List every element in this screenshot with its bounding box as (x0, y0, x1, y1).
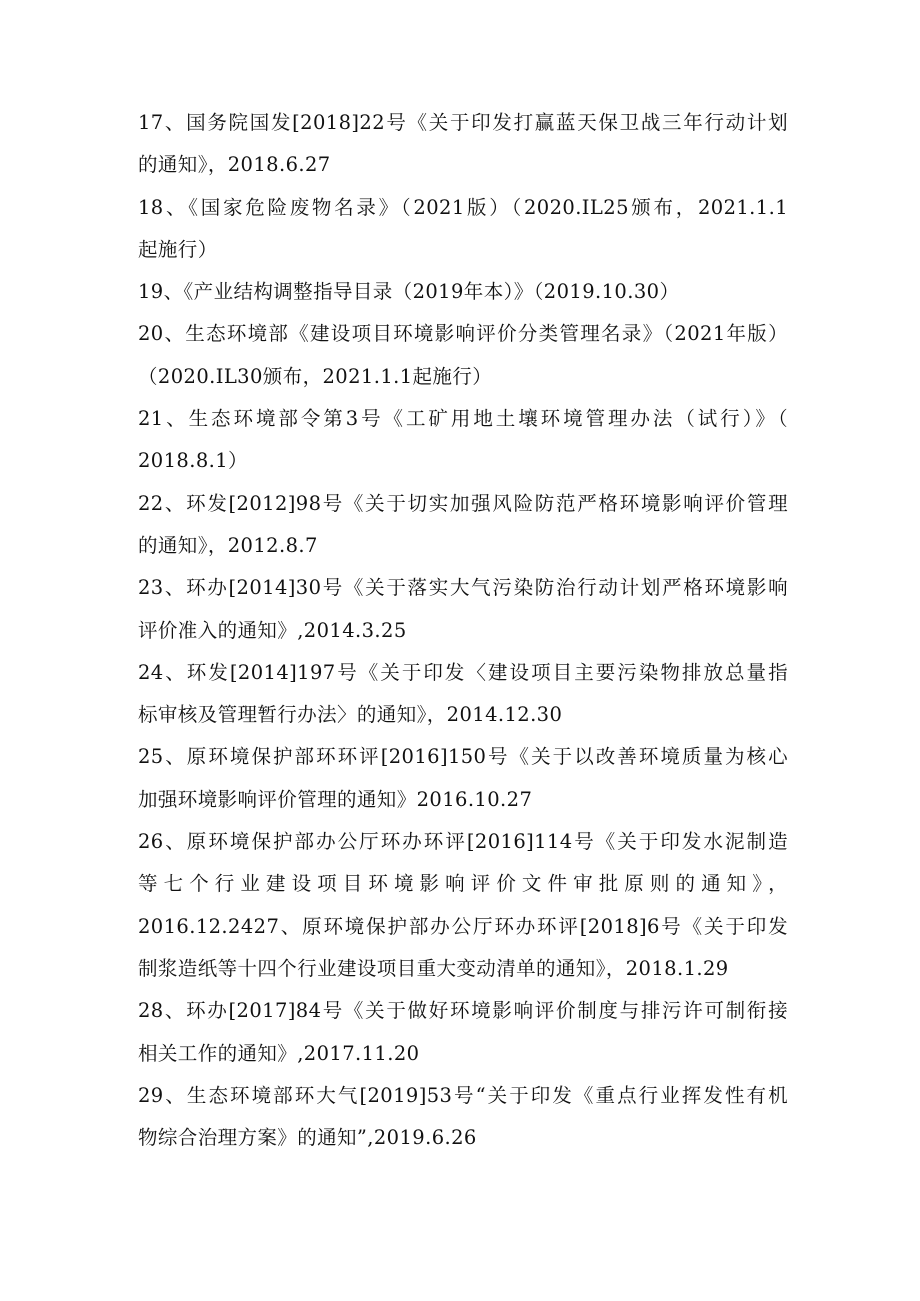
text-line: 22、环发[2012]98号《关于切实加强风险防范严格环境影响评价管理 (138, 491, 788, 515)
text-line: 2016.12.2427、原环境保护部办公厅环办环评[2018]6号《关于印发 (138, 914, 788, 938)
text-line: 的通知》，2012.8.7 (138, 533, 318, 557)
text-line: 标审核及管理暂行办法〉的通知》，2014.12.30 (138, 703, 563, 727)
text-line: 24、环发[2014]197号《关于印发〈建设项目主要污染物排放总量指 (138, 660, 788, 684)
text-line: 25、原环境保护部环环评[2016]150号《关于以改善环境质量为核心 (138, 745, 788, 769)
text-line: 的通知》，2018.6.27 (138, 153, 331, 177)
text-line: 加强环境影响评价管理的通知》2016.10.27 (138, 787, 533, 811)
text-line: 17、国务院国发[2018]22号《关于印发打赢蓝天保卫战三年行动计划 (138, 111, 788, 134)
text-line: 21、生态环境部令第3号《工矿用地土壤环境管理办法（试行）》（ (138, 407, 788, 431)
text-line: 19、《产业结构调整指导目录（2019年本）》（2019.10.30） (138, 280, 680, 304)
document-body (138, 102, 788, 1159)
text-line: 等七个行业建设项目环境影响评价文件审批原则的通知》， (138, 872, 788, 896)
text-line: 评价准入的通知》,2014.3.25 (138, 618, 407, 642)
text-line: 20、生态环境部《建设项目环境影响评价分类管理名录》（2021年版） (138, 322, 788, 346)
text-line: 28、环办[2017]84号《关于做好环境影响评价制度与排污许可制衔接 (138, 999, 788, 1023)
text-line: 相关工作的通知》,2017.11.20 (138, 1041, 420, 1065)
text-line: 23、环办[2014]30号《关于落实大气污染防治行动计划严格环境影响 (138, 576, 788, 600)
text-line: 起施行） (138, 237, 218, 261)
text-line: 物综合治理方案》的通知”,2019.6.26 (138, 1126, 477, 1150)
text-line: （2020.IL30颁布，2021.1.1起施行） (138, 364, 493, 388)
text-line: 2018.8.1） (138, 449, 248, 473)
text-line: 26、原环境保护部办公厅环办环评[2016]114号《关于印发水泥制造 (138, 830, 788, 854)
text-line: 18、《国家危险废物名录》（2021版）（2020.IL25颁布，2021.1.1 (138, 195, 788, 219)
text-line: 29、生态环境部环大气[2019]53号“关于印发《重点行业挥发性有机 (138, 1083, 788, 1107)
text-line: 制浆造纸等十四个行业建设项目重大变动清单的通知》，2018.1.29 (138, 956, 729, 980)
